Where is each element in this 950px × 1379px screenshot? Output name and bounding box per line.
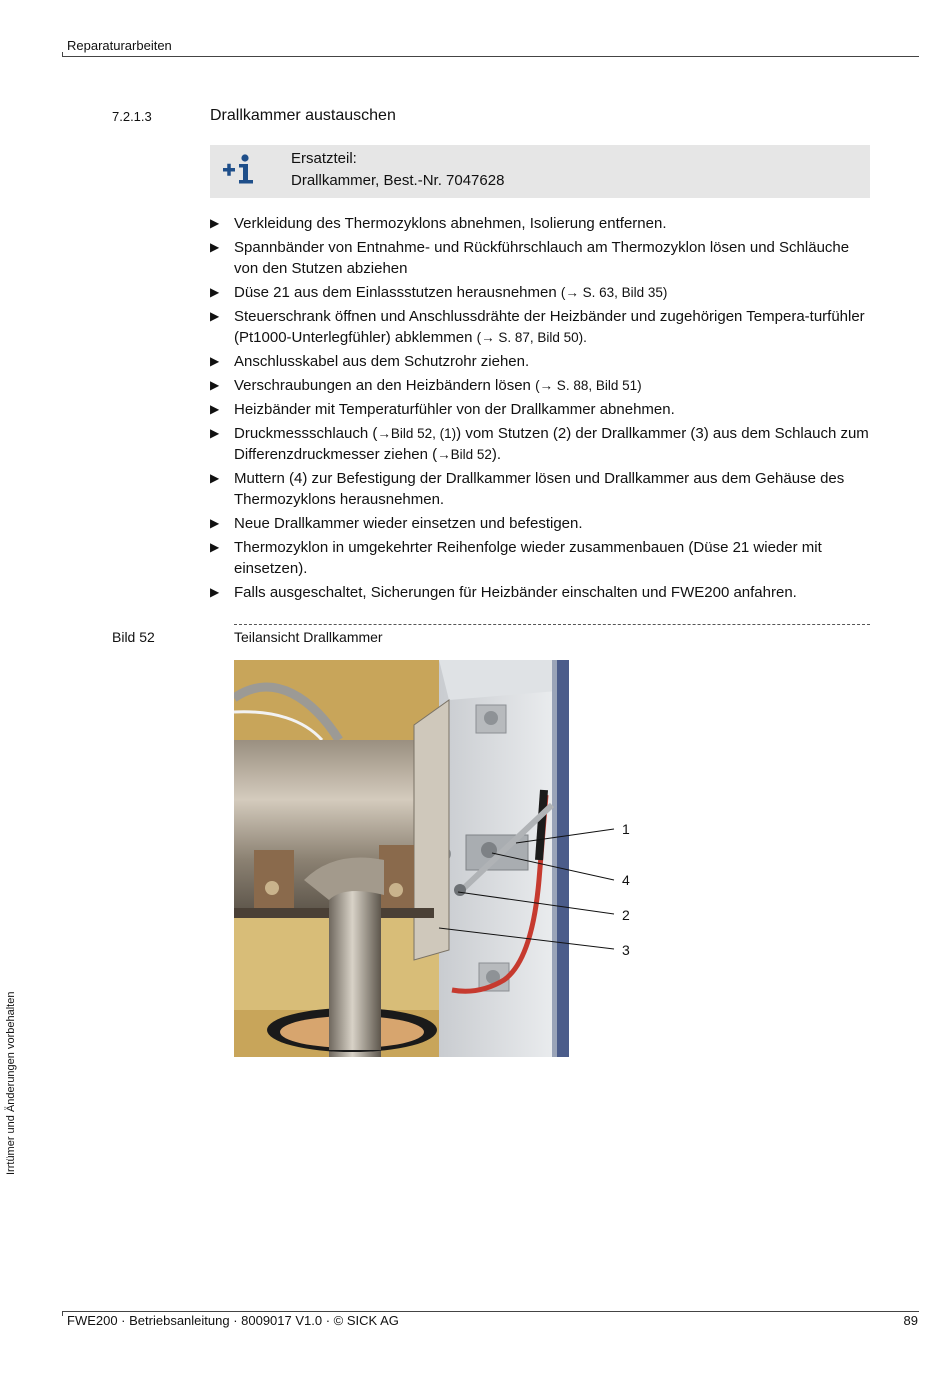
callout-label-3: 3 [622, 942, 630, 958]
callout-label-1: 1 [622, 821, 630, 837]
cross-reference: (→ S. 88, Bild 51) [535, 378, 642, 393]
footer-rule-tick [62, 1311, 63, 1316]
section-number: 7.2.1.3 [112, 109, 152, 124]
callout-line-4 [492, 853, 614, 880]
figure-divider [234, 624, 870, 625]
figure-title: Teilansicht Drallkammer [234, 629, 383, 645]
bullet-arrow-icon: ▶ [210, 471, 220, 485]
bullet-arrow-icon: ▶ [210, 309, 220, 323]
cross-reference: →Bild 52, (1) [377, 426, 457, 441]
footer-text: FWE200 · Betriebsanleitung · 8009017 V1.0 · © SICK AG [67, 1313, 399, 1328]
list-item: ▶ Anschlusskabel aus dem Schutzrohr ziehen. [210, 353, 530, 370]
bullet-arrow-icon: ▶ [210, 378, 220, 392]
bullet-arrow-icon: ▶ [210, 585, 220, 599]
list-item: ▶ Thermozyklon in umgekehrter Reihenfolge wieder zusammenbauen (Düse 21 wieder mit einsetzen). [210, 539, 822, 577]
callout-line-3 [439, 928, 614, 949]
list-item: ▶ Muttern (4) zur Befestigung der Drallkammer lösen und Drallkammer aus dem Gehäuse des Thermozyklons herausnehmen. [210, 470, 845, 508]
list-item: ▶ Spannbänder von Entnahme- und Rückführschlauch am Thermozyklon lösen und Schläuche von den Stutzen abziehen [210, 239, 850, 277]
bullet-arrow-icon: ▶ [210, 402, 220, 416]
callout-line-1 [516, 829, 614, 843]
list-item: ▶ Steuerschrank öffnen und Anschlussdrähte der Heizbänder und zugehörigen Tempera-turfühler (Pt1000-Unterlegfühler) abklemmen (→ S. 87, Bild 50). [210, 308, 865, 346]
callout-line-2 [458, 892, 614, 914]
disclaimer-sidebar: Irrtümer und Änderungen vorbehalten [5, 991, 17, 1175]
cross-reference: (→ S. 87, Bild 50). [476, 330, 587, 345]
list-item: ▶ Düse 21 aus dem Einlassstutzen herausnehmen (→ S. 63, Bild 35) [210, 284, 668, 301]
list-item: ▶ Druckmessschlauch (→Bild 52, (1)) vom Stutzen (2) der Drallkammer (3) aus dem Schlauch zum Differenzdruckmesser ziehen (→Bild 52). [210, 425, 869, 463]
figure-callouts [234, 660, 654, 1057]
bullet-arrow-icon: ▶ [210, 240, 220, 254]
instruction-list [210, 213, 870, 606]
section-title: Drallkammer austauschen [210, 107, 396, 124]
bullet-arrow-icon: ▶ [210, 540, 220, 554]
list-item: ▶ Heizbänder mit Temperaturfühler von der Drallkammer abnehmen. [210, 401, 675, 418]
running-header: Reparaturarbeiten [67, 38, 172, 53]
header-rule [62, 56, 919, 57]
cross-reference: →Bild 52 [437, 447, 492, 462]
callout-label-2: 2 [622, 907, 630, 923]
callout-label-4: 4 [622, 872, 630, 888]
footer-rule [62, 1311, 919, 1312]
bullet-arrow-icon: ▶ [210, 516, 220, 530]
list-item: ▶ Neue Drallkammer wieder einsetzen und befestigen. [210, 515, 583, 532]
figure-number: Bild 52 [112, 629, 155, 645]
list-item: ▶ Verkleidung des Thermozyklons abnehmen, Isolierung entfernen. [210, 215, 667, 232]
info-part-number: Drallkammer, Best.-Nr. 7047628 [291, 172, 505, 189]
bullet-arrow-icon: ▶ [210, 354, 220, 368]
list-item: ▶ Falls ausgeschaltet, Sicherungen für Heizbänder einschalten und FWE200 anfahren. [210, 584, 797, 601]
list-item: ▶ Verschraubungen an den Heizbändern lösen (→ S. 88, Bild 51) [210, 377, 642, 394]
bullet-arrow-icon: ▶ [210, 285, 220, 299]
cross-reference: (→ S. 63, Bild 35) [560, 285, 668, 300]
page-number: 89 [903, 1313, 918, 1328]
bullet-arrow-icon: ▶ [210, 426, 220, 440]
bullet-arrow-icon: ▶ [210, 216, 220, 230]
info-plus-icon [222, 153, 258, 187]
info-label: Ersatzteil: [291, 150, 357, 167]
